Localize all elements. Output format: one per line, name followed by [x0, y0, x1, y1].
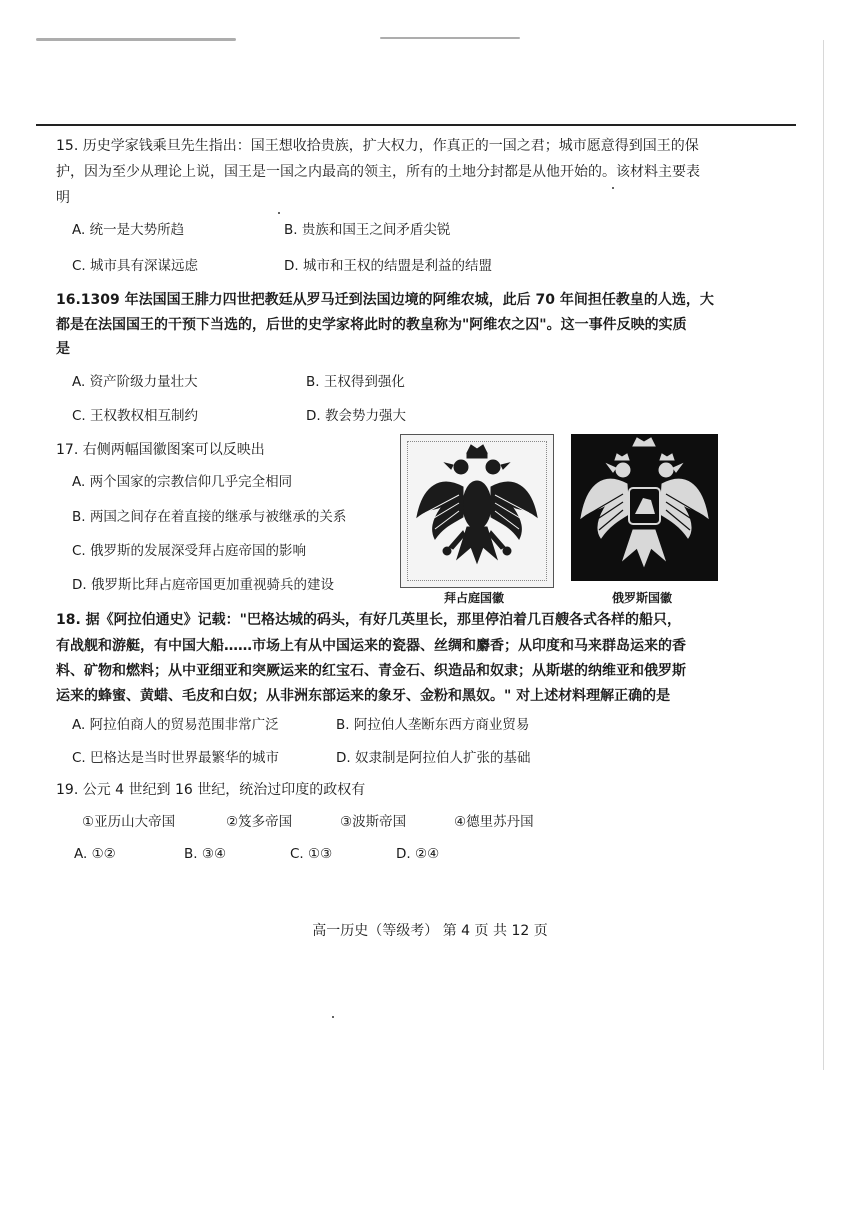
q19-option-a: A. ①②: [74, 846, 116, 862]
scan-dot: [612, 187, 614, 189]
q16-stem-line1: 16.1309 年法国国王腓力四世把教廷从罗马迁到法国边境的阿维农城，此后 70 年间担任教皇的人选，大: [56, 292, 714, 308]
q17-option-b: B. 两国之间存在着直接的继承与被继承的关系: [72, 509, 347, 525]
q15-option-d: D. 城市和王权的结盟是利益的结盟: [284, 258, 492, 274]
q18-stem-line2: 有战舰和游艇，有中国大船……市场上有从中国运来的瓷器、丝绸和麝香；从印度和马来群岛运来的香: [56, 638, 686, 654]
byzantine-emblem-caption: 拜占庭国徽: [444, 591, 505, 605]
q16-option-b: B. 王权得到强化: [306, 374, 405, 390]
q18-option-c: C. 巴格达是当时世界最繁华的城市: [72, 750, 280, 766]
q17-stem: 17. 右侧两幅国徽图案可以反映出: [56, 442, 265, 458]
q16-stem-line3: 是: [56, 341, 70, 357]
q19-option-d: D. ②④: [396, 846, 440, 862]
header-rule: [36, 124, 796, 126]
q19-item-3: ③波斯帝国: [340, 814, 407, 830]
double-headed-eagle-icon: [401, 435, 553, 587]
russian-emblem-caption: 俄罗斯国徽: [612, 591, 673, 605]
q18-stem-line3: 料、矿物和燃料；从中亚细亚和突厥运来的红宝石、青金石、织造品和奴隶；从斯堪的纳维亚和俄罗斯: [56, 663, 686, 679]
q16-option-c: C. 王权教权相互制约: [72, 408, 199, 424]
scan-dot: [278, 212, 280, 214]
russian-emblem-image: [571, 434, 718, 581]
q19-item-2: ②笈多帝国: [226, 814, 293, 830]
scan-dot: [332, 1016, 334, 1018]
q16-option-d: D. 教会势力强大: [306, 408, 406, 424]
q19-option-b: B. ③④: [184, 846, 227, 862]
page-footer: 高一历史（等级考） 第 4 页 共 12 页: [312, 923, 548, 939]
q19-item-1: ①亚历山大帝国: [82, 814, 176, 830]
q17-option-a: A. 两个国家的宗教信仰几乎完全相同: [72, 474, 293, 490]
q18-option-d: D. 奴隶制是阿拉伯人扩张的基础: [336, 750, 531, 766]
q15-option-b: B. 贵族和国王之间矛盾尖锐: [284, 222, 451, 238]
scan-mark-top-left: [36, 38, 236, 41]
q18-stem-line1: 18. 据《阿拉伯通史》记载："巴格达城的码头，有好几英里长，那里停泊着几百艘各式各样的船只，: [56, 612, 681, 628]
q15-option-a: A. 统一是大势所趋: [72, 222, 185, 238]
q15-stem-line2: 护，因为至少从理论上说，国王是一国之内最高的领主，所有的土地分封都是从他开始的。该材料主要表: [56, 164, 700, 180]
q17-option-c: C. 俄罗斯的发展深受拜占庭帝国的影响: [72, 543, 307, 559]
q18-option-a: A. 阿拉伯商人的贸易范围非常广泛: [72, 717, 279, 733]
q16-option-a: A. 资产阶级力量壮大: [72, 374, 198, 390]
q15-stem-line3: 明: [56, 190, 70, 206]
q16-stem-line2: 都是在法国国王的干预下当选的，后世的史学家将此时的教皇称为"阿维农之囚"。这一事件反映的实质: [56, 317, 687, 333]
russian-eagle-icon: [571, 434, 718, 581]
q19-option-c: C. ①③: [290, 846, 333, 862]
q19-stem: 19. 公元 4 世纪到 16 世纪，统治过印度的政权有: [56, 782, 366, 798]
q19-item-4: ④德里苏丹国: [454, 814, 534, 830]
byzantine-emblem-image: [400, 434, 554, 588]
q18-stem-line4: 运来的蜂蜜、黄蜡、毛皮和白奴；从非洲东部运来的象牙、金粉和黑奴。" 对上述材料理解正确的是: [56, 688, 671, 704]
scan-mark-top-right: [380, 37, 520, 39]
q15-stem-line1: 15. 历史学家钱乘旦先生指出：国王想收拾贵族，扩大权力，作真正的一国之君；城市愿意得到国王的保: [56, 138, 699, 154]
q17-option-d: D. 俄罗斯比拜占庭帝国更加重视骑兵的建设: [72, 577, 334, 593]
page-edge: [823, 40, 824, 1070]
q15-option-c: C. 城市具有深谋远虑: [72, 258, 199, 274]
q18-option-b: B. 阿拉伯人垄断东西方商业贸易: [336, 717, 530, 733]
